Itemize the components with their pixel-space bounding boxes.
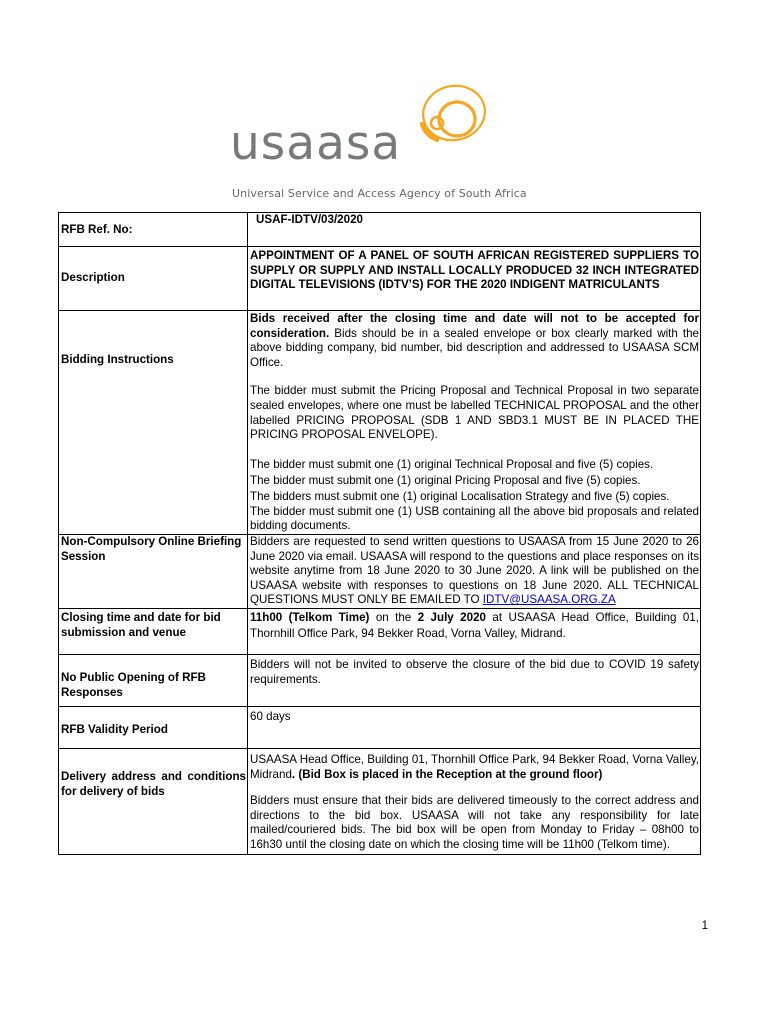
briefing-text: Bidders are requested to send written questions to USAASA from 15 June 2020 to 26 June 2020 via email. USAASA will respond to the questions and place responses on its website anytime from 18 June 2020 to 30 June 2020. A link will be published on the USAASA website with responses to questions on 18 June 2020. ALL TECHNICAL QUESTIONS MUST ONLY BE EMAILED TO (250, 534, 699, 607)
delivery-conditions: Bidders must ensure that their bids are delivered timeously to the correct address and directions to the bid box. USAASA will not take any responsibility for late mailed/couriered bids. The bid box will be open from Monday to Friday – 08h00 to 16h30 until the closing date on which the closing time will be 11h00 (Telkom time). (250, 794, 699, 851)
bidding-p6: The bidder must submit one (1) USB containing all the above bid proposals and related bidding documents. (250, 504, 699, 533)
page-number: 1 (701, 920, 708, 932)
logo-subtitle: Universal Service and Access Agency of South Africa (232, 187, 527, 200)
description-label: Description (59, 247, 248, 311)
delivery-label: Delivery address and conditions for delivery of bids (59, 748, 248, 855)
row-ref (59, 213, 701, 247)
bidding-label: Bidding Instructions (59, 311, 248, 535)
delivery-addr-text: USAASA Head Office, Building 01, Thornhill Office Park, 94 Bekker Road, Vorna Valley, Midrand (250, 752, 699, 781)
closing-label: Closing time and date for bid submission and venue (59, 608, 248, 654)
opening-value: Bidders will not be invited to observe the closure of the bid due to COVID 19 safety requirements. (248, 654, 701, 706)
bidding-p1-rest: Bids should be in a sealed envelope or box clearly marked with the above bidding company, bid number, bid description and addressed to USAASA SCM Office. (250, 326, 699, 369)
row-closing-time (59, 608, 701, 654)
description-value: APPOINTMENT OF A PANEL OF SOUTH AFRICAN REGISTERED SUPPLIERS TO SUPPLY OR SUPPLY AND INSTALL LOCALLY PRODUCED 32 INCH INTEGRATED DIGITAL TELEVISIONS (IDTV’S) FOR THE 2020 INDIGENT MATRICULANTS (248, 247, 701, 311)
bidding-p1-bold: Bids received after the closing time and date will not to be accepted for consideration. (250, 312, 699, 340)
row-briefing-session (59, 534, 701, 608)
delivery-addr-bold: . (Bid Box is placed in the Reception at the ground floor) (291, 767, 603, 781)
row-description (59, 247, 701, 311)
rfb-details-table (58, 212, 701, 855)
row-validity (59, 706, 701, 748)
closing-rest: at USAASA Head Office, Building 01, Thornhill Office Park, 94 Bekker Road, Vorna Valley, Midrand. (250, 610, 699, 640)
bidding-p5: The bidders must submit one (1) original Localisation Strategy and five (5) copies. (250, 489, 670, 503)
row-public-opening (59, 654, 701, 706)
bidding-p1 (250, 312, 699, 370)
bidding-p2: The bidder must submit the Pricing Proposal and Technical Proposal in two separate sealed envelopes, where one must be labelled TECHNICAL PROPOSAL and the other labelled PRICING PROPOSAL (SDB 1 AND SBD3.1 MUST BE IN PLACED THE PRICING PROPOSAL ENVELOPE). (250, 384, 699, 442)
closing-time: 11h00 (Telkom Time) (250, 610, 370, 624)
ref-label: RFB Ref. No: (59, 213, 248, 247)
logo-wordmark: usaasa (230, 116, 402, 171)
row-bidding-instructions (59, 311, 701, 535)
validity-label: RFB Validity Period (59, 706, 248, 748)
bidding-p4: The bidder must submit one (1) original Pricing Proposal and five (5) copies. (250, 473, 641, 487)
row-delivery (59, 748, 701, 855)
usaasa-logo (226, 82, 526, 207)
opening-label: No Public Opening of RFB Responses (59, 654, 248, 706)
closing-date: 2 July 2020 (417, 610, 486, 624)
closing-mid: on the (369, 610, 418, 624)
bidding-p3: The bidder must submit one (1) original Technical Proposal and five (5) copies. (250, 457, 654, 471)
validity-value: 60 days (248, 706, 701, 748)
briefing-label: Non-Compulsory Online Briefing Session (59, 534, 248, 608)
delivery-address (250, 753, 699, 782)
briefing-email-link[interactable]: IDTV@USAASA.ORG.ZA (482, 593, 616, 607)
ref-value: USAF-IDTV/03/2020 (248, 213, 701, 247)
